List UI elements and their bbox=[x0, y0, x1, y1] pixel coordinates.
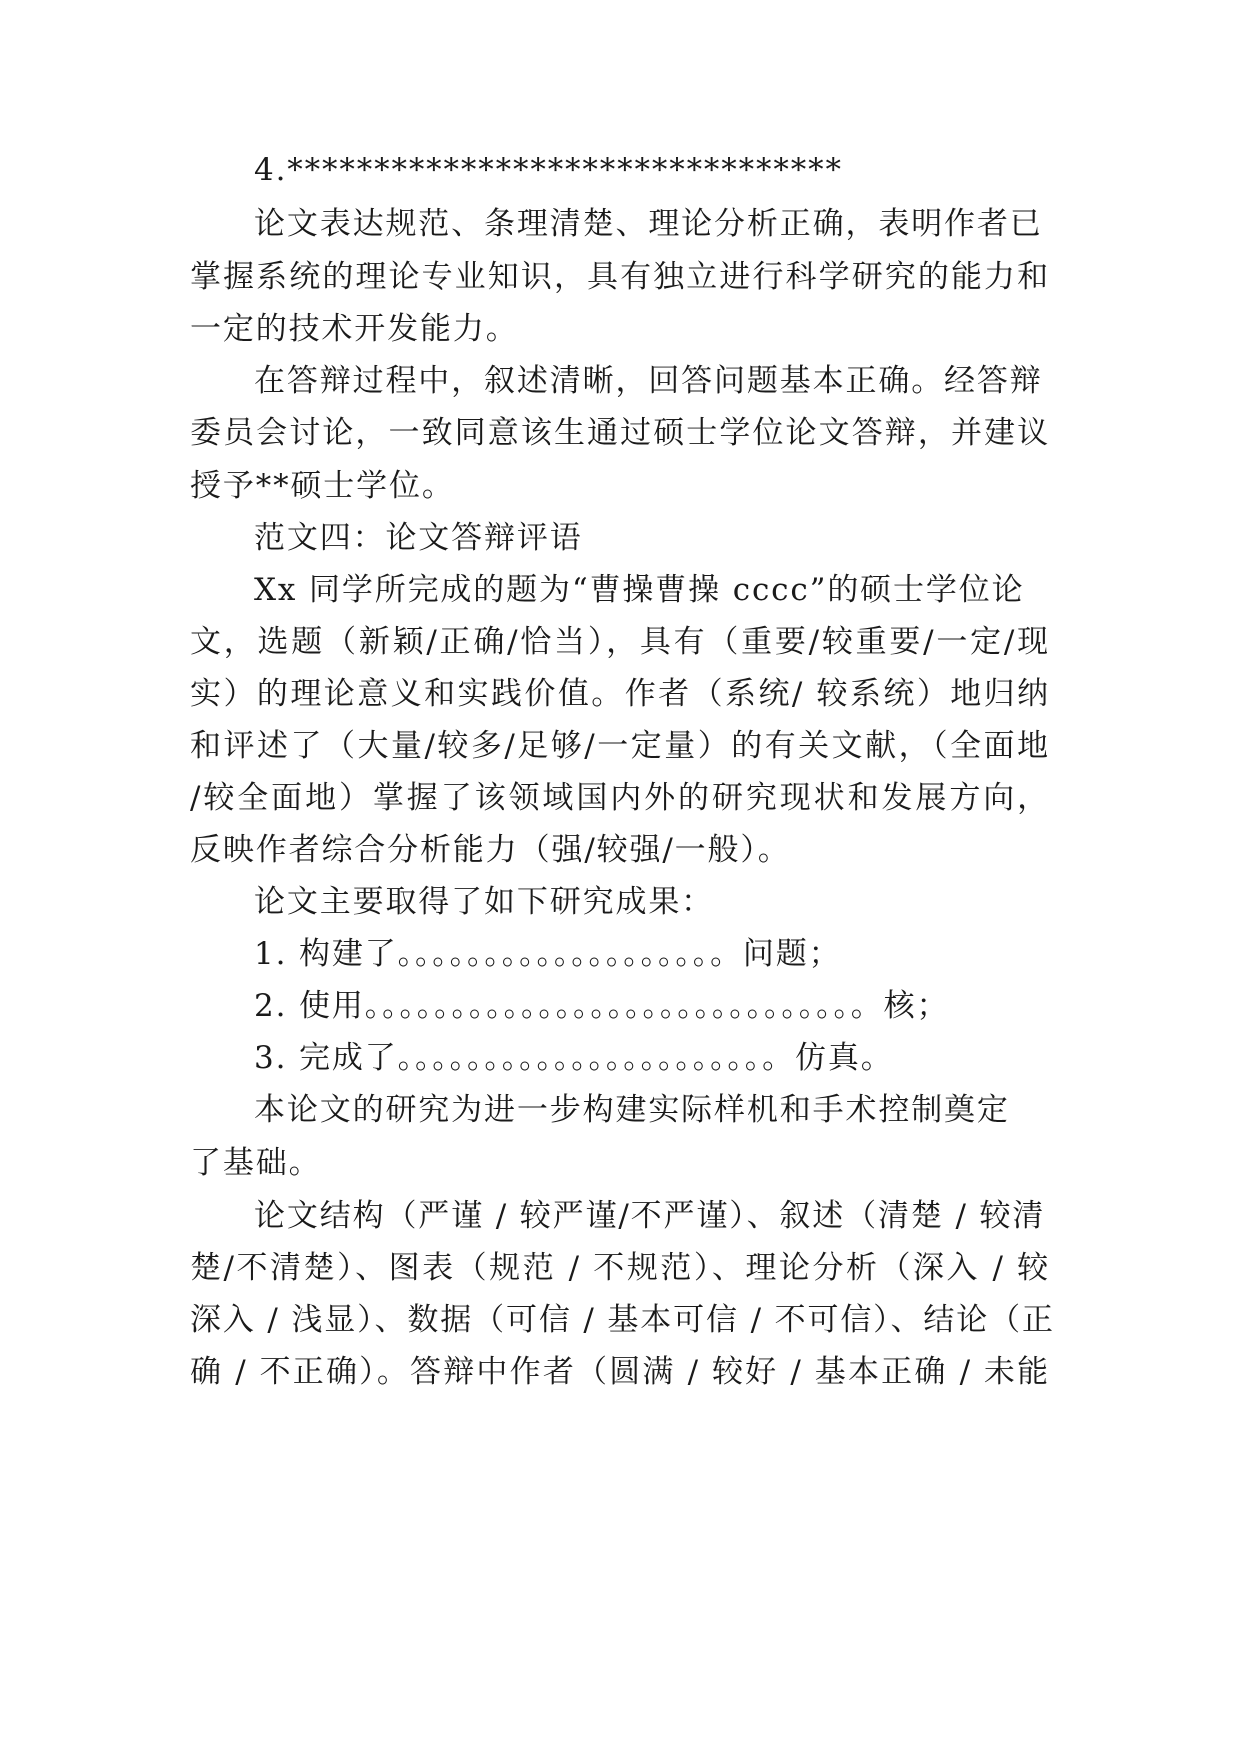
paragraph-line: 论文表达规范、条理清楚、理论分析正确，表明作者已 bbox=[254, 206, 1043, 242]
paragraph-line: 论文主要取得了如下研究成果： bbox=[254, 884, 715, 920]
paragraph-line: 掌握系统的理论专业知识，具有独立进行科学研究的能力和 bbox=[190, 259, 1050, 295]
list-item: 2. 使用。。。。。。。。。。。。。。。。。。。。。。。。。。。。。核； bbox=[254, 988, 950, 1024]
list-item: 3. 完成了。。。。。。。。。。。。。。。。。。。。。。仿真。 bbox=[254, 1040, 894, 1076]
paragraph-line: 反映作者综合分析能力（强/较强/一般）。 bbox=[190, 832, 791, 868]
paragraph-line: 了基础。 bbox=[190, 1145, 322, 1181]
paragraph-line: 实）的理论意义和实践价值。作者（系统/ 较系统）地归纳 bbox=[190, 676, 1050, 712]
paragraph-line: 委员会讨论，一致同意该生通过硕士学位论文答辩，并建议 bbox=[190, 415, 1050, 451]
list-item: 1. 构建了。。。。。。。。。。。。。。。。。。。问题； bbox=[254, 936, 842, 972]
paragraph-line: 本论文的研究为进一步构建实际样机和手术控制奠定 bbox=[254, 1092, 1010, 1128]
paragraph-line: /较全面地）掌握了该领域国内外的研究现状和发展方向， bbox=[190, 780, 1050, 816]
list-item-4-heading: 4.******************************** bbox=[254, 152, 843, 188]
paragraph-line: 和评述了（大量/较多/足够/一定量）的有关文献，（全面地 bbox=[190, 728, 1050, 764]
paragraph-line: 授予**硕士学位。 bbox=[190, 468, 455, 504]
paragraph-line: 确 / 不正确）。答辩中作者（圆满 / 较好 / 基本正确 / 未能 bbox=[190, 1354, 1050, 1390]
paragraph-line: 一定的技术开发能力。 bbox=[190, 311, 519, 347]
paragraph-line: 在答辩过程中，叙述清晰，回答问题基本正确。经答辩 bbox=[254, 363, 1043, 399]
paragraph-line: 论文结构（严谨 / 较严谨/不严谨）、叙述（清楚 / 较清 bbox=[254, 1198, 1046, 1234]
section-heading: 范文四：论文答辩评语 bbox=[254, 520, 583, 556]
paragraph-line: 楚/不清楚）、图表（规范 / 不规范）、理论分析（深入 / 较 bbox=[190, 1250, 1050, 1286]
paragraph-line: 深入 / 浅显）、数据（可信 / 基本可信 / 不可信）、结论（正 bbox=[190, 1302, 1055, 1338]
paragraph-line: Xx 同学所完成的题为“曹操曹操 cccc”的硕士学位论 bbox=[254, 572, 1025, 608]
paragraph-line: 文，选题（新颖/正确/恰当），具有（重要/较重要/一定/现 bbox=[190, 624, 1050, 660]
